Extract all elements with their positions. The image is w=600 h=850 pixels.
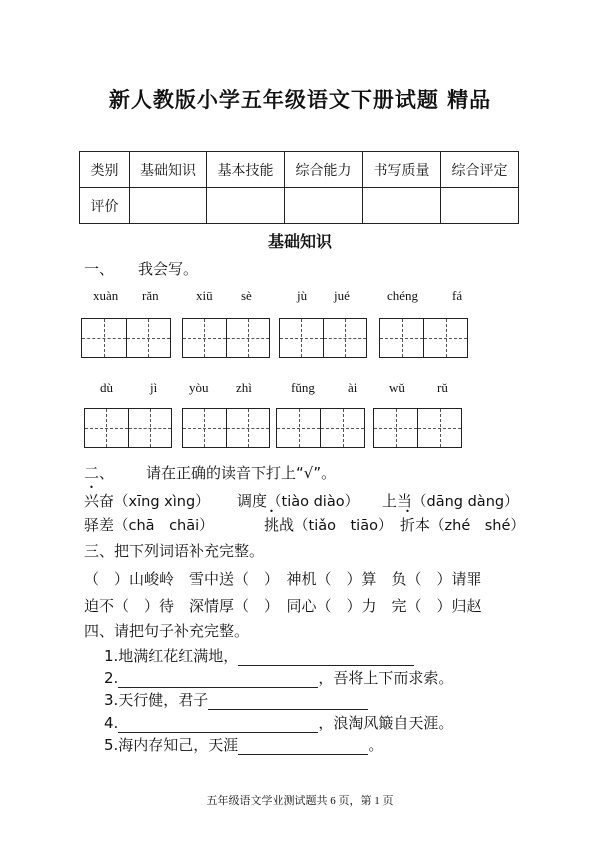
q4-sentence-3 xyxy=(104,689,368,710)
q2-word-item xyxy=(264,514,392,535)
q4-sentence-text: ，浪淘风簸自天涯。 xyxy=(318,714,454,732)
q1-heading xyxy=(84,258,198,279)
q4-sentence-2 xyxy=(104,667,453,688)
pinyin: sè xyxy=(241,288,252,303)
q4-sentence-num: 2. xyxy=(104,669,119,687)
answer-blank[interactable] xyxy=(238,740,368,755)
pinyin: jì xyxy=(150,380,158,395)
q2-word: 调度 xyxy=(237,492,268,510)
grade-input-cell[interactable] xyxy=(130,188,207,224)
q2-word: 战 xyxy=(279,516,295,534)
writing-box[interactable] xyxy=(279,318,367,358)
q2-word-options: （tiǎo tiāo） xyxy=(294,518,393,534)
pinyin: ài xyxy=(348,380,358,395)
q2-word-options: （zhé shé） xyxy=(430,518,525,534)
answer-blank[interactable] xyxy=(118,718,318,733)
q1-label: 一、 xyxy=(84,260,115,278)
answer-blank[interactable] xyxy=(208,695,368,710)
pinyin: yòu xyxy=(189,380,209,395)
grade-table-eval-row xyxy=(80,188,519,224)
q4-sentence-5 xyxy=(104,734,383,755)
q2-word-options: （xīng xìng） xyxy=(114,494,210,510)
writing-box[interactable] xyxy=(379,318,468,358)
grade-input-cell[interactable] xyxy=(285,188,363,224)
q2-word-dotted: 兴 xyxy=(84,492,100,510)
writing-box[interactable] xyxy=(373,408,462,448)
writing-box[interactable] xyxy=(276,408,365,448)
q4-sentence-1 xyxy=(104,645,414,666)
grade-header-cell: 书写质量 xyxy=(363,152,441,188)
q3-idiom-line: 迫不（ ）待 深情厚（ ） 同心（ ）力 完（ ）归赵 xyxy=(84,597,482,615)
q4-sentence-text: 1.地满红花红满地， xyxy=(104,647,239,665)
q2-word-options: （tiào diào） xyxy=(267,494,360,510)
writing-box[interactable] xyxy=(182,318,270,358)
grade-input-cell[interactable] xyxy=(441,188,519,224)
q3-heading: 三、把下列词语补充完整。 xyxy=(84,542,265,560)
q2-word-dotted: 挑 xyxy=(264,516,280,534)
q4-sentence-text: 3.天行健，君子 xyxy=(104,691,209,709)
grade-header-cell: 基础知识 xyxy=(130,152,207,188)
q2-word-item xyxy=(382,490,519,511)
pinyin: rǎn xyxy=(142,288,159,303)
pinyin: dù xyxy=(100,380,113,395)
grade-input-cell[interactable] xyxy=(363,188,441,224)
grade-header-cell: 类别 xyxy=(80,152,130,188)
grade-table-header-row xyxy=(80,152,519,188)
q2-word-item xyxy=(237,490,359,511)
grade-header-cell: 综合评定 xyxy=(441,152,519,188)
pinyin: fá xyxy=(452,288,463,303)
writing-box[interactable] xyxy=(81,318,171,358)
q2-heading xyxy=(84,462,336,483)
q2-word-dotted: 折 xyxy=(400,516,416,534)
pinyin: jù xyxy=(297,288,308,303)
page-footer: 五年级语文学业测试题共 6 页，第 1 页 xyxy=(206,795,394,807)
pinyin: xuàn xyxy=(93,288,119,303)
pinyin: jué xyxy=(334,288,350,303)
page-title: 新人教版小学五年级语文下册试题 精品 xyxy=(108,88,492,112)
q2-word-row-2 xyxy=(84,514,214,535)
answer-blank[interactable] xyxy=(238,651,414,666)
q2-word-row-1 xyxy=(84,490,210,511)
pinyin: xiū xyxy=(196,288,213,303)
section-title: 基础知识 xyxy=(267,232,332,251)
q4-sentence-text: 5.海内存知己，天涯 xyxy=(104,736,239,754)
q2-word: 奋 xyxy=(99,492,115,510)
pinyin: rǔ xyxy=(437,380,448,395)
pinyin: zhì xyxy=(236,380,252,395)
q3-idiom-line: （ ）山峻岭 雪中送（ ） 神机（ ）算 负（ ）请罪 xyxy=(84,570,482,588)
q2-word: 本 xyxy=(415,516,431,534)
q2-word: 驿差 xyxy=(84,516,115,534)
answer-blank[interactable] xyxy=(118,673,318,688)
q4-sentence-num: 4. xyxy=(104,714,119,732)
q2-word-item xyxy=(400,514,525,535)
q2-label: 二、 xyxy=(84,464,115,482)
writing-box[interactable] xyxy=(182,408,270,448)
q2-text: 请在正确的读音下打上“√”。 xyxy=(146,464,337,482)
q4-heading: 四、请把句子补充完整。 xyxy=(84,622,250,640)
q2-word-options: （dāng dàng） xyxy=(412,494,519,510)
q2-word: 上当 xyxy=(382,492,413,510)
grade-header-cell: 综合能力 xyxy=(285,152,363,188)
q4-sentence-text: ，吾将上下而求索。 xyxy=(318,669,454,687)
grade-row-label: 评价 xyxy=(80,188,130,224)
pinyin: chéng xyxy=(387,288,419,303)
q2-word-options: （chā chāi） xyxy=(114,518,214,534)
writing-box[interactable] xyxy=(84,408,172,448)
grade-input-cell[interactable] xyxy=(207,188,285,224)
q4-sentence-text: 。 xyxy=(368,736,384,754)
pinyin: wǔ xyxy=(389,380,405,395)
pinyin: fǔng xyxy=(291,380,315,395)
grade-table xyxy=(79,151,519,224)
grade-header-cell: 基本技能 xyxy=(207,152,285,188)
q4-sentence-4 xyxy=(104,712,453,733)
q1-text: 我会写。 xyxy=(138,260,199,278)
